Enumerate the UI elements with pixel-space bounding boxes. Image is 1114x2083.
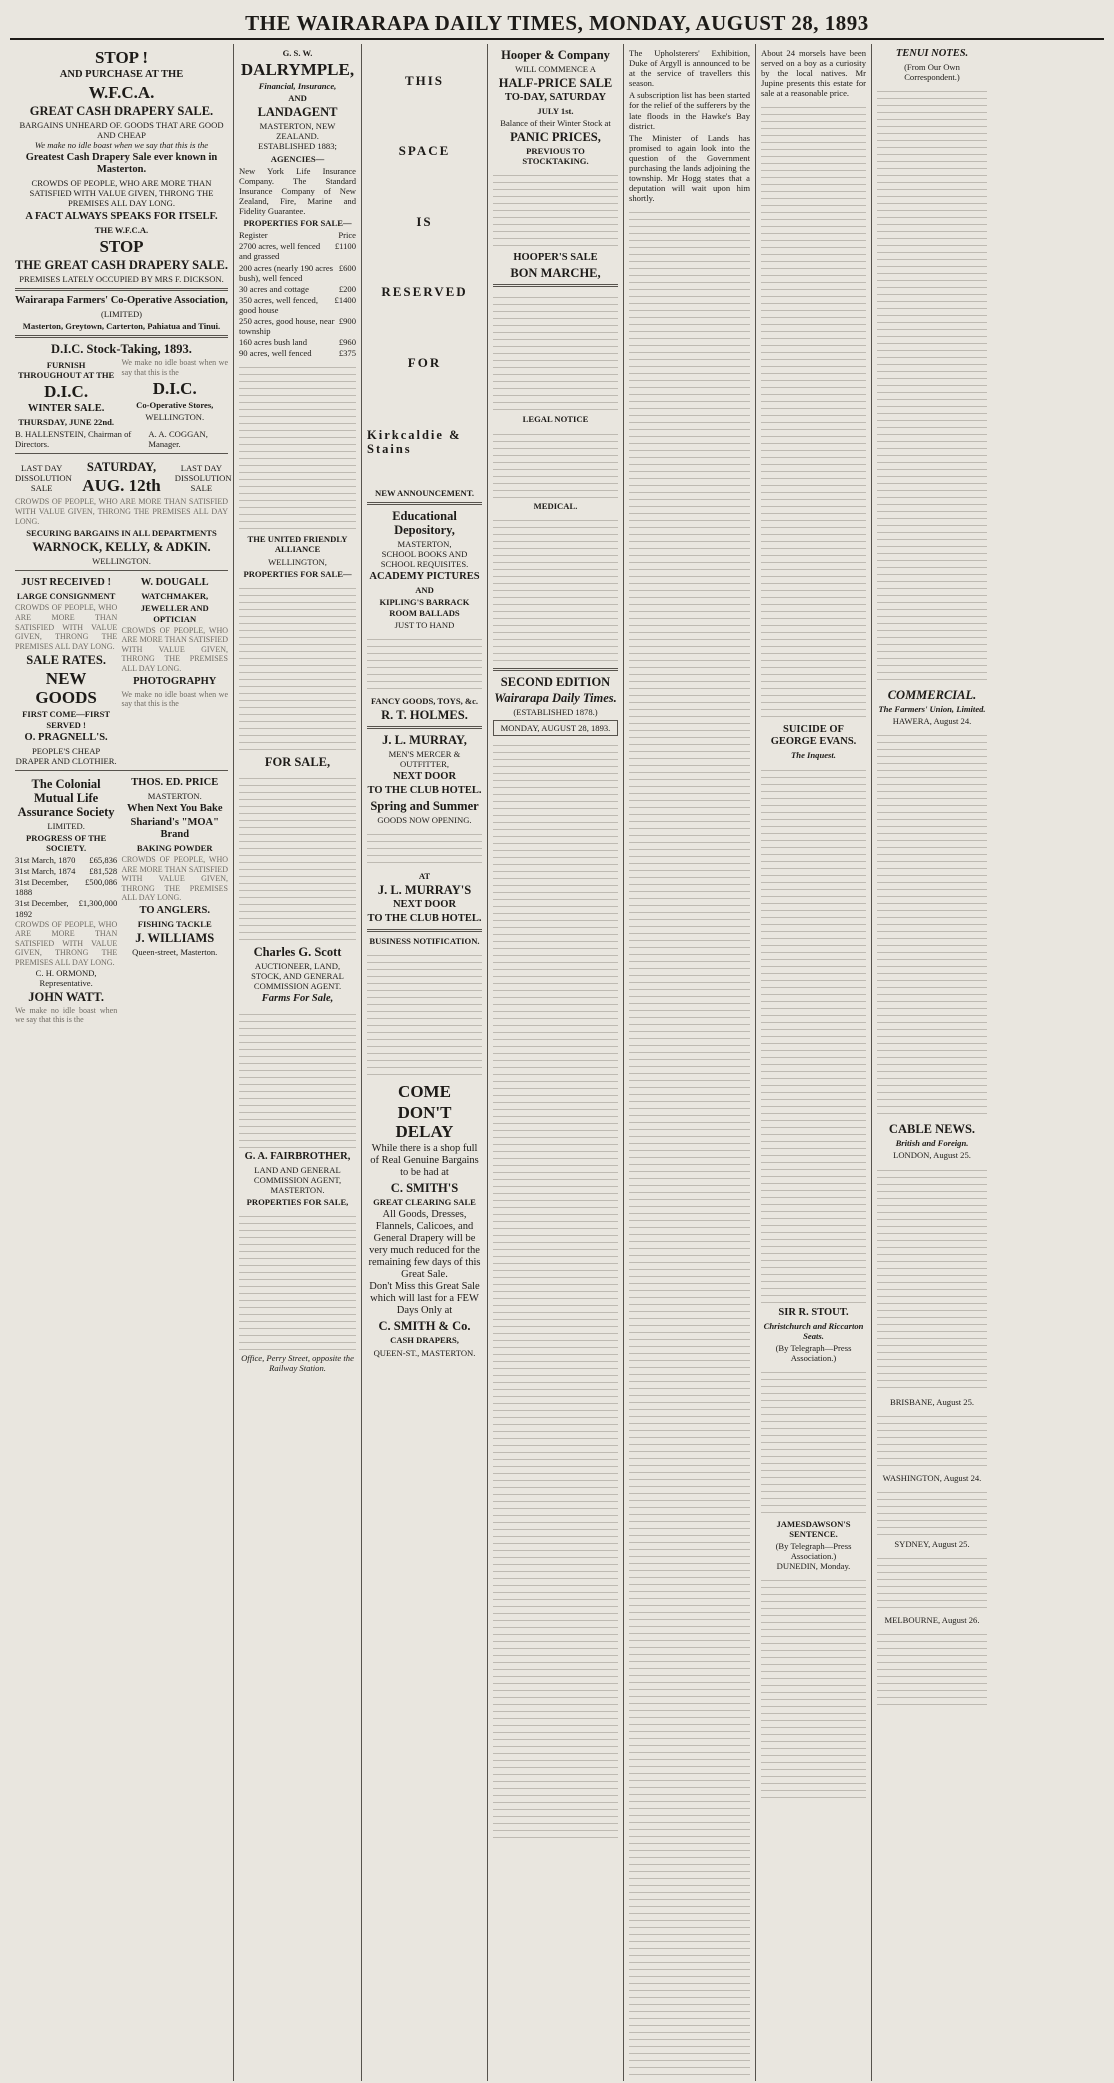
sir-stout: SIR R. STOUT. [778,1306,849,1318]
column-5 [624,44,756,2081]
union-wellington: WELLINGTON, [268,556,327,567]
hoopers-sale: HOOPER'S SALE [513,252,598,264]
pragnell-sub: PEOPLE'S CHEAP DRAPER AND CLOTHIER. [15,745,117,766]
winter-sale: WINTER SALE. [27,403,105,415]
morsels-paragraph: About 24 morsels have been served on a boy as a curiosity by the local natives. Mr Jupine presents this estate for sale at a reasonable price. [761,48,866,99]
murray: J. L. MURRAY, [382,732,467,747]
panic-prices: PANIC PRICES, [510,130,601,145]
dissolution-text: CROWDS OF PEOPLE, WHO ARE MORE THAN SATISFIED WITH VALUE GIVEN, THRONG THE PREMISES ALL DAY LONG. [15,497,228,526]
reserved-is: IS [416,213,433,229]
listing-row: 30 acres and cottage £200 [239,283,356,294]
for-sale-block [239,772,356,942]
established: ESTABLISHED 1883; [258,141,337,152]
watchmaker: WATCHMAKER, [141,591,209,602]
dic-wellington: WELLINGTON. [145,412,205,423]
furnish-line: FURNISH THROUGHOUT AT THE [17,359,115,381]
aug-12: AUG. 12th [82,476,161,496]
coop-towns: Masterton, Greytown, Carterton, Pahiatua and Tinui. [22,320,221,331]
washington-text [877,1486,987,1536]
previous: PREVIOUS TO STOCKTAKING. [522,146,589,167]
outfitter: MEN'S MERCER & OUTFITTER, [388,748,461,769]
dougall-text: CROWDS OF PEOPLE, WHO ARE MORE THAN SATISFIED WITH VALUE GIVEN, THRONG THE PREMISES ALL DAY LONG. [121,625,228,674]
new-goods: NEW GOODS [35,669,97,708]
progress-row: 31st March, 1874 £81,528 [15,866,118,877]
great-sale-title: GREAT CASH DRAPERY SALE. [29,104,214,118]
brisbane-text [877,1410,987,1470]
kiplings: KIPLING'S BARRACK ROOM BALLADS [379,597,470,618]
hooper-text [493,169,618,249]
tenui-text [877,85,987,685]
bon-marche: BON MARCHE, [510,266,601,281]
agency-list: New York Life Insurance Company. The Standard Insurance Company of New Zealand, Fire, Marine and Fidelity Guarantee. [239,165,356,217]
reserved-space-word: SPACE [398,143,451,159]
sydney-text [877,1552,987,1612]
july: JULY 1st. [537,106,574,117]
pragnell: O. PRAGNELL'S. [24,731,108,743]
dic-notice-text: We make no idle boast when we say that this is the [121,357,228,377]
sale-rates: SALE RATES. [26,653,106,668]
stop-heading-2: STOP [99,236,144,256]
photography: PHOTOGRAPHY [133,675,217,687]
will-commence: WILL COMMENCE A [515,64,596,74]
melbourne-dateline: MELBOURNE, August 26. [884,1614,980,1625]
listing-text-block [239,361,356,531]
fact-line: A FACT ALWAYS SPEAKS FOR ITSELF. [25,210,218,222]
educational-town: MASTERTON, [397,539,452,550]
dalrymple: DALRYMPLE, [240,60,355,80]
club-hotel: TO THE CLUB HOTEL. [367,785,482,797]
reserved-word: RESERVED [381,284,468,300]
progress-row: 31st December, 1888 £500,086 [15,877,118,898]
second-edition: SECOND EDITION [500,674,611,689]
agencies-heading: AGENCIES— [270,153,325,164]
dalrymple-town: MASTERTON, NEW ZEALAND. [259,121,336,142]
column-3 [362,44,488,2081]
gsw: G. S. W. [282,48,313,58]
john-watt-text: We make no idle boast when we say that this is the [15,1005,118,1025]
established-year: (ESTABLISHED 1878.) [513,706,598,717]
listing-list [239,241,356,358]
educational-text [367,633,482,693]
dont-delay: DON'T DELAY [395,1103,454,1142]
business-text [367,949,482,1079]
tom-price: THOS. ED. PRICE [131,776,219,788]
coop-association: Wairarapa Farmers' Co-Operative Association, [15,294,228,306]
fishing-tackle: FISHING TACKLE [137,918,212,929]
news-paragraphs [629,206,750,2081]
colonial-mutual: The Colonial Mutual Life Assurance Society [17,776,115,819]
come: COME [398,1082,451,1102]
column-1 [10,44,234,2081]
commercial-text [877,729,987,1119]
properties-2: PROPERTIES FOR SALE— [243,568,352,579]
balance: Balance of their Winter Stock at [500,118,611,129]
medical-text [493,514,618,664]
spring-summer: Spring and Summer [370,799,479,814]
hooper: Hooper & Company [501,48,610,62]
properties-block [239,582,356,752]
hawera-dateline: HAWERA, August 24. [892,716,972,727]
john-watt: JOHN WATT. [28,989,104,1004]
williams: J. WILLIAMS [135,931,215,946]
wfca-title: W.F.C.A. [88,83,155,102]
stop-heading: STOP ! [94,48,149,67]
coggan: A. A. COGGAN, Manager. [148,429,208,450]
price-label: Price [338,230,356,241]
bargains-line: BARGAINS UNHEARD OF. GOODS THAT ARE GOOD AND CHEAP [19,120,224,141]
listing-row: 350 acres, well fenced, good house £1400 [239,294,356,315]
inquest-text [761,764,866,1304]
large-consignment: LARGE CONSIGNMENT [16,591,116,602]
today: TO-DAY, SATURDAY [504,92,607,104]
smith-co: C. SMITH & Co. [378,1319,471,1334]
business-notification: BUSINESS NOTIFICATION. [369,936,480,947]
reserved-space [367,46,482,486]
column-6 [756,44,872,2081]
goods-opening: GOODS NOW OPENING. [377,815,472,826]
washington-dateline: WASHINGTON, August 24. [882,1472,982,1483]
price-masterton: MASTERTON. [147,790,202,801]
subscription-paragraph: A subscription list has been started for the relief of the sufferers by the late floods in the Hawke's Bay district. [629,90,750,131]
sydney-dateline: SYDNEY, August 25. [894,1538,970,1549]
melbourne-text [877,1628,987,1708]
farmers-union: The Farmers' Union, Limited. [878,704,986,715]
dawson-text [761,1574,866,1804]
progress-heading: PROGRESS OF THE SOCIETY. [26,832,107,853]
crowds-text: CROWDS OF PEOPLE, WHO ARE MORE THAN SATISFIED WITH VALUE GIVEN, THRONG THE PREMISES ALL DAY LONG. [29,178,214,209]
jeweller: JEWELLER AND OPTICIAN [140,603,209,624]
premises-line: PREMISES LATELY OCCUPIED BY MRS F. DICKSON. [19,273,224,284]
securing-bargains: SECURING BARGAINS IN ALL DEPARTMENTS [26,528,217,539]
thursday-date: THURSDAY, JUNE 22nd. [18,417,115,428]
london-dateline: LONDON, August 25. [893,1150,971,1161]
properties-3: PROPERTIES FOR SALE, [246,1197,349,1208]
progress-row: 31st December, 1892 £1,300,000 [15,898,118,919]
all-goods: All Goods, Dresses, Flannels, Calicoes, and General Drapery will be very much reduced for the remaining few days of this Great Sale. [368,1209,481,1281]
col6-paragraphs [761,101,866,721]
for-sale: FOR SALE, [264,754,331,769]
cash-drapers: CASH DRAPERS, [390,1335,459,1346]
union-alliance: THE UNITED FRIENDLY ALLIANCE [247,534,348,555]
fairbrother-sub: LAND AND GENERAL COMMISSION AGENT, MASTERTON. [253,1165,342,1196]
register-label: Register [239,230,268,241]
fancy-goods: FANCY GOODS, TOYS, &c. [370,695,479,706]
warnock-wellington: WELLINGTON. [92,556,151,567]
listing-row: 160 acres bush land £960 [239,337,356,348]
dic-stocktaking: D.I.C. Stock-Taking, 1893. [51,341,192,356]
colonial-limited: LIMITED. [47,820,85,831]
photo-text: We make no idle boast when we say that this is the [121,689,228,709]
coop-stores: Co-Operative Stores, [136,400,214,411]
purchase-line: AND PURCHASE AT THE [59,69,184,80]
british-foreign: British and Foreign. [895,1138,969,1149]
progress-list [15,855,117,919]
listing-row: 250 acres, good house, near township £900 [239,315,356,337]
dic-big: D.I.C. [44,382,89,402]
column-4 [488,44,624,2081]
wdt-title: Wairarapa Daily Times. [494,690,617,705]
dic-big-2: D.I.C. [152,379,197,399]
next-bake: When Next You Bake [126,802,223,814]
and-word: AND [288,93,307,104]
clearing-sale: GREAT CLEARING SALE [373,1197,476,1208]
anglers: TO ANGLERS. [139,904,210,916]
warnock-kelly-adkin: WARNOCK, KELLY, & ADKIN. [32,540,211,555]
charles-scott: Charles G. Scott [253,944,342,959]
notice-text [493,291,618,411]
half-price: HALF-PRICE SALE [498,76,613,91]
while-text: While there is a shop full of Real Genuine Bargains to be had at [370,1143,479,1179]
by-telegraph: (By Telegraph—Press Association.) [775,1342,852,1363]
dont-miss: Don't Miss this Great Sale which will last for a FEW Days Only at [369,1281,480,1317]
cable-text [877,1164,987,1394]
brisbane-dateline: BRISBANE, August 25. [889,1396,975,1407]
first-served: FIRST COME—FIRST SERVED ! [22,709,111,730]
dougall-name: W. DOUGALL [140,577,209,589]
wfca-subtitle: THE W.F.C.A. [94,224,149,235]
baking-powder: BAKING POWDER [136,842,213,853]
landagent: LANDAGENT [257,105,338,120]
financial: Financial, Insurance, [258,81,337,92]
listing-row: 90 acres, well fenced £375 [239,348,356,359]
by-telegraph-2: (By Telegraph—Press Association.) [775,1541,852,1562]
murray-text [367,828,482,868]
farms-for-sale: Farms For Sale, [261,993,334,1004]
new-announcement: NEW ANNOUNCEMENT. [375,488,474,498]
holmes: R. T. HOLMES. [381,707,468,722]
inquest: The Inquest. [791,750,836,761]
cable-news: CABLE NEWS. [888,1122,976,1137]
reserved-this: THIS [404,73,445,89]
queen-st: QUEEN-ST., MASTERTON. [373,1347,476,1358]
at-word: AT [418,871,431,882]
school-books: SCHOOL BOOKS AND SCHOOL REQUISITES. [380,549,469,570]
hallenstein: B. HALLENSTEIN, Chairman of Directors. [15,429,132,450]
just-received: JUST RECEIVED ! [21,577,111,589]
masthead: THE WAIRARAPA DAILY TIMES, MONDAY, AUGUST 28, 1893 [10,8,1104,40]
moa-brand: Shariand's "MOA" Brand [130,816,219,840]
listing-row: 200 acres (nearly 190 acres bush), well fenced £600 [239,262,356,283]
dawson-sentence: JAMESDAWSON'S SENTENCE. [776,1518,851,1540]
christchurch-seats: Christchurch and Riccarton Seats. [763,1320,864,1341]
properties-3-block [239,1210,356,1350]
legal-text [493,428,618,498]
last-day-left: LAST DAY [20,462,63,473]
williams-address: Queen-street, Masterton. [132,947,218,958]
leader-article [493,739,618,1839]
column-7 [872,44,992,2081]
dissolution-right: DISSOLUTION SALE [174,472,232,493]
argyll-paragraph: The Upholsterers' Exhibition, Duke of Argyll is announced to be at the service of travellers this season. [629,48,750,89]
fairbrother-office: Office, Perry Street, opposite the Railway Station. [241,1353,354,1374]
kirkcaldie: Kirkcaldie & Stains [367,427,462,456]
tenui-notes: TENUI NOTES. [895,48,969,59]
academy: ACADEMY PICTURES [369,571,480,583]
suicide-heading: SUICIDE OF GEORGE EVANS. [770,724,857,748]
colonial-text: CROWDS OF PEOPLE, WHO ARE MORE THAN SATISFIED WITH VALUE GIVEN, THRONG THE PREMISES ALL DAY LONG. [15,919,118,968]
next-door: NEXT DOOR [392,771,457,783]
progress-row: 31st March, 1870 £65,836 [15,855,118,866]
dunedin-dateline: DUNEDIN, Monday. [776,1561,851,1572]
stout-text [761,1366,866,1516]
and-3: AND [415,585,434,596]
properties-heading: PROPERTIES FOR SALE— [243,218,352,229]
greatest-sale-line: Greatest Cash Drapery Sale ever known in Masterton. [25,152,218,176]
moa-text: CROWDS OF PEOPLE, WHO ARE MORE THAN SATISFIED WITH VALUE GIVEN, THRONG THE PREMISES ALL DAY LONG. [121,855,228,903]
murrays: J. L. MURRAY'S [377,883,472,898]
coop-limited: (LIMITED) [100,308,143,319]
legal-notice: LEGAL NOTICE [522,414,589,425]
great-cash-drapery: THE GREAT CASH DRAPERY SALE. [15,257,228,272]
to-hand: JUST TO HAND [394,619,455,630]
charles-auctioneer: AUCTIONEER, LAND, STOCK, AND GENERAL COMMISSION AGENT. [251,960,344,991]
ormond: C. H. ORMOND, Representative. [35,967,97,988]
last-day-right: LAST DAY [180,462,223,473]
boast-line: We make no idle boast when we say that this is the [34,140,209,151]
columns [10,44,1104,2081]
column-2 [234,44,362,2081]
consignment-text: CROWDS OF PEOPLE, WHO ARE MORE THAN SATISFIED WITH VALUE GIVEN, THRONG THE PREMISES ALL DAY LONG. [15,603,118,651]
fairbrother: G. A. FAIRBROTHER, [244,1151,351,1162]
reserved-for: FOR [407,354,442,370]
club-hotel-2: TO THE CLUB HOTEL. [367,913,482,925]
issue-date: MONDAY, AUGUST 28, 1893. [493,720,618,736]
saturday: SATURDAY, [86,460,157,475]
listing-row: 2700 acres, well fenced and grassed £1100 [239,241,356,262]
commercial: COMMERCIAL. [887,688,977,703]
medical: MEDICAL. [533,500,578,511]
next-door-2: NEXT DOOR [392,899,457,911]
c-smith: C. SMITH'S [390,1181,459,1196]
farms-block [239,1008,356,1148]
dissolution-left: DISSOLUTION SALE [15,472,72,493]
educational: Educational Depository, [392,509,457,538]
own-correspondent: (From Our Own Correspondent.) [904,62,960,83]
minister-paragraph: The Minister of Lands has promised to again look into the question of the Government purchasing the lands adjoining the township. Mr Hogg states that a deputation will wait upon him shortly. [629,132,750,204]
